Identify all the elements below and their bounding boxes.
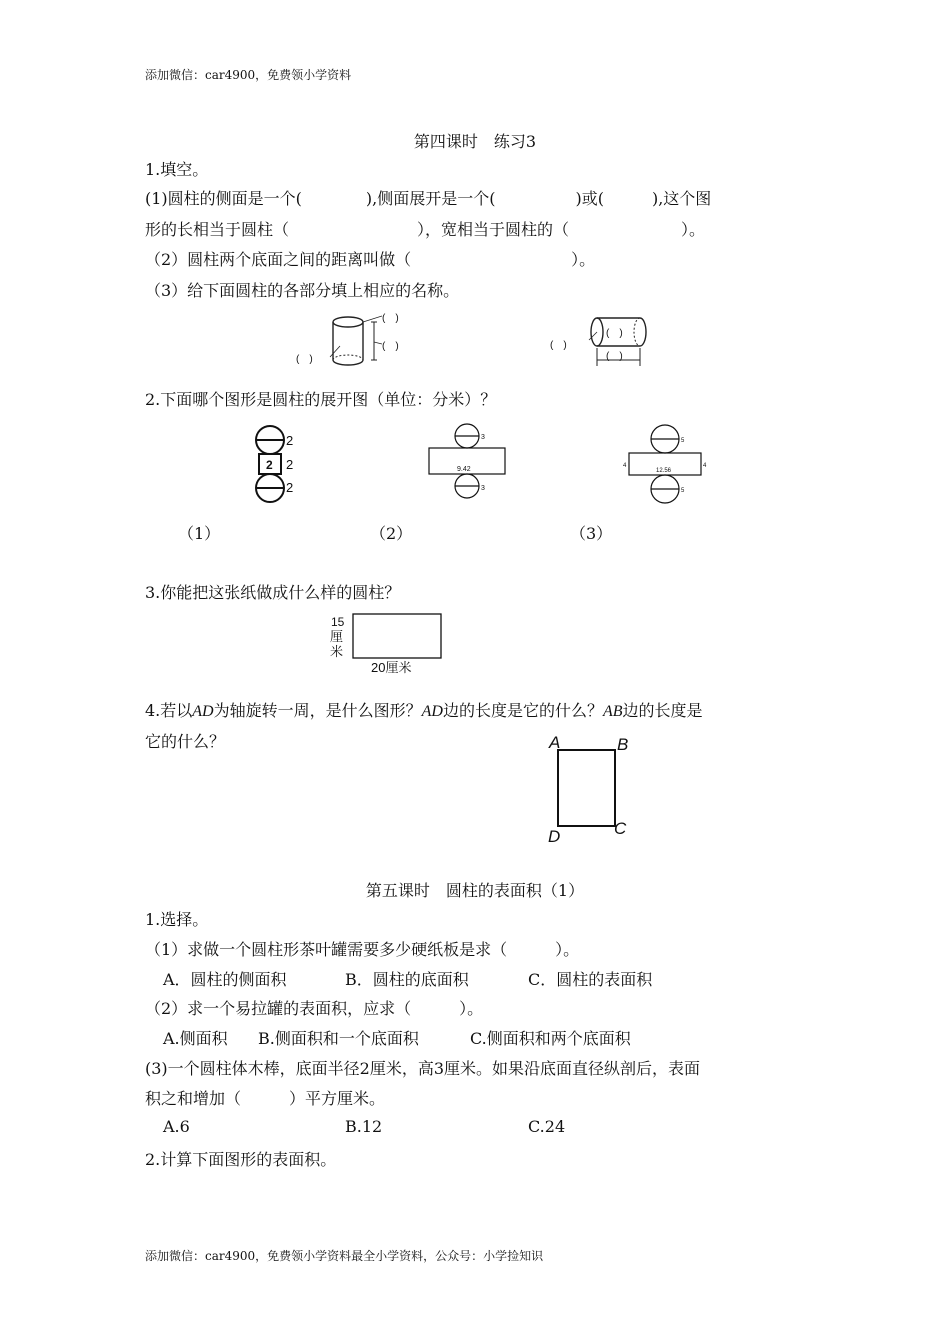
lying-cylinder-figure <box>540 310 670 372</box>
fig3-top-label: 5 <box>681 438 685 444</box>
q1-p2: （2）圆柱两个底面之间的距离叫做（ ）。 <box>145 250 596 269</box>
lying-base-label: ( ) <box>550 340 567 351</box>
q4-ad-1: AD <box>192 703 214 720</box>
q1-p1-line1: (1)圆柱的侧面是一个( ),侧面展开是一个( )或( ),这个图 <box>145 189 712 208</box>
paper-width-label: 20厘米 <box>371 660 412 675</box>
vertex-a-label: A <box>549 733 561 752</box>
vertex-d-label: D <box>548 827 561 846</box>
l5-p2-option-c: C.侧面积和两个底面积 <box>470 1029 631 1048</box>
l5-q1-title: 1.选择。 <box>145 910 209 929</box>
fig2-bottom-label: 3 <box>481 485 485 492</box>
q2-option-2: （2） <box>370 524 413 543</box>
fig1-circle1-label: 2 <box>286 433 294 448</box>
l5-q2-title: 2.计算下面图形的表面积。 <box>145 1150 337 1169</box>
lesson4-title: 第四课时 练习3 <box>413 132 537 151</box>
fig1-side-label: 2 <box>286 457 294 472</box>
l5-p3-option-b: B.12 <box>345 1117 383 1136</box>
net-figure-3 <box>620 422 715 507</box>
upright-side-label: ( ) <box>296 354 313 365</box>
l5-p2-option-b: B.侧面积和一个底面积 <box>258 1029 419 1048</box>
upright-height-label: ( ) <box>382 341 399 352</box>
l5-p1-option-b: B．圆柱的底面积 <box>345 970 469 989</box>
l5-p2-option-a: A.侧面积 <box>163 1029 228 1048</box>
q2-title: 2.下面哪个图形是圆柱的展开图（单位：分米）？ <box>145 390 497 409</box>
q4-ab: AB <box>602 703 623 720</box>
l5-q1-p1: （1）求做一个圆柱形茶叶罐需要多少硬纸板是求（ ）。 <box>145 940 580 959</box>
page-header: 添加微信：car4900，免费领小学资料 <box>145 68 352 82</box>
paper-height-number: 15 <box>331 615 345 629</box>
upright-cylinder-figure <box>290 310 430 370</box>
fig2-length-label: 9.42 <box>457 466 471 473</box>
net-figure-2 <box>420 422 520 504</box>
paper-height-unit-2: 米 <box>330 644 344 659</box>
q2-option-1: （1） <box>178 524 221 543</box>
l5-p3-option-c: C.24 <box>528 1117 566 1136</box>
lesson5-title: 第五课时 圆柱的表面积（1） <box>365 881 585 900</box>
vertex-c-label: C <box>614 819 627 838</box>
l5-p3-option-a: A.6 <box>163 1117 190 1136</box>
q3-title: 3.你能把这张纸做成什么样的圆柱？ <box>145 583 401 602</box>
l5-q1-p3-line2: 积之和增加（ ）平方厘米。 <box>145 1089 386 1108</box>
paper-rectangle-figure <box>325 610 450 676</box>
paper-height-unit-1: 厘 <box>330 629 344 644</box>
q1-p1-line2: 形的长相当于圆柱（ ），宽相当于圆柱的（ ）。 <box>145 220 706 239</box>
l5-q1-p3-line1: (3)一个圆柱体木棒，底面半径2厘米，高3厘米。如果沿底面直径纵剖后，表面 <box>145 1059 701 1078</box>
fig3-left-label: 4 <box>623 463 627 469</box>
q4-ad-2: AD <box>421 703 443 720</box>
lying-length-label: ( ) <box>606 351 623 362</box>
fig1-square-label: 2 <box>266 458 273 472</box>
fig2-top-label: 3 <box>481 434 485 441</box>
q4-line2: 它的什么？ <box>145 732 226 751</box>
fig3-bottom-label: 5 <box>681 488 685 494</box>
q2-option-3: （3） <box>570 524 613 543</box>
lying-inner-label: ( ) <box>606 328 623 339</box>
l5-p1-option-c: C．圆柱的表面积 <box>528 970 653 989</box>
l5-q1-p2: （2）求一个易拉罐的表面积，应求（ ）。 <box>145 999 484 1018</box>
vertex-b-label: B <box>617 735 629 754</box>
l5-p1-option-a: A．圆柱的侧面积 <box>163 970 287 989</box>
q4-line1: 4.若以AD为轴旋转一周，是什么图形？AD边的长度是它的什么？AB边的长度是 <box>145 701 703 720</box>
rectangle-abcd-figure <box>540 730 640 846</box>
upright-top-label: ( ) <box>382 313 399 324</box>
fig1-circle2-label: 2 <box>286 480 294 495</box>
fig3-right-label: 4 <box>703 463 707 469</box>
q1-title: 1.填空。 <box>145 160 209 179</box>
page-footer: 添加微信：car4900，免费领小学资料最全小学资料，公众号：小学捡知识 <box>145 1249 544 1263</box>
q1-p3: （3）给下面圆柱的各部分填上相应的名称。 <box>145 281 460 300</box>
net-figure-1 <box>240 425 310 505</box>
fig3-length-label: 12.56 <box>656 468 672 474</box>
